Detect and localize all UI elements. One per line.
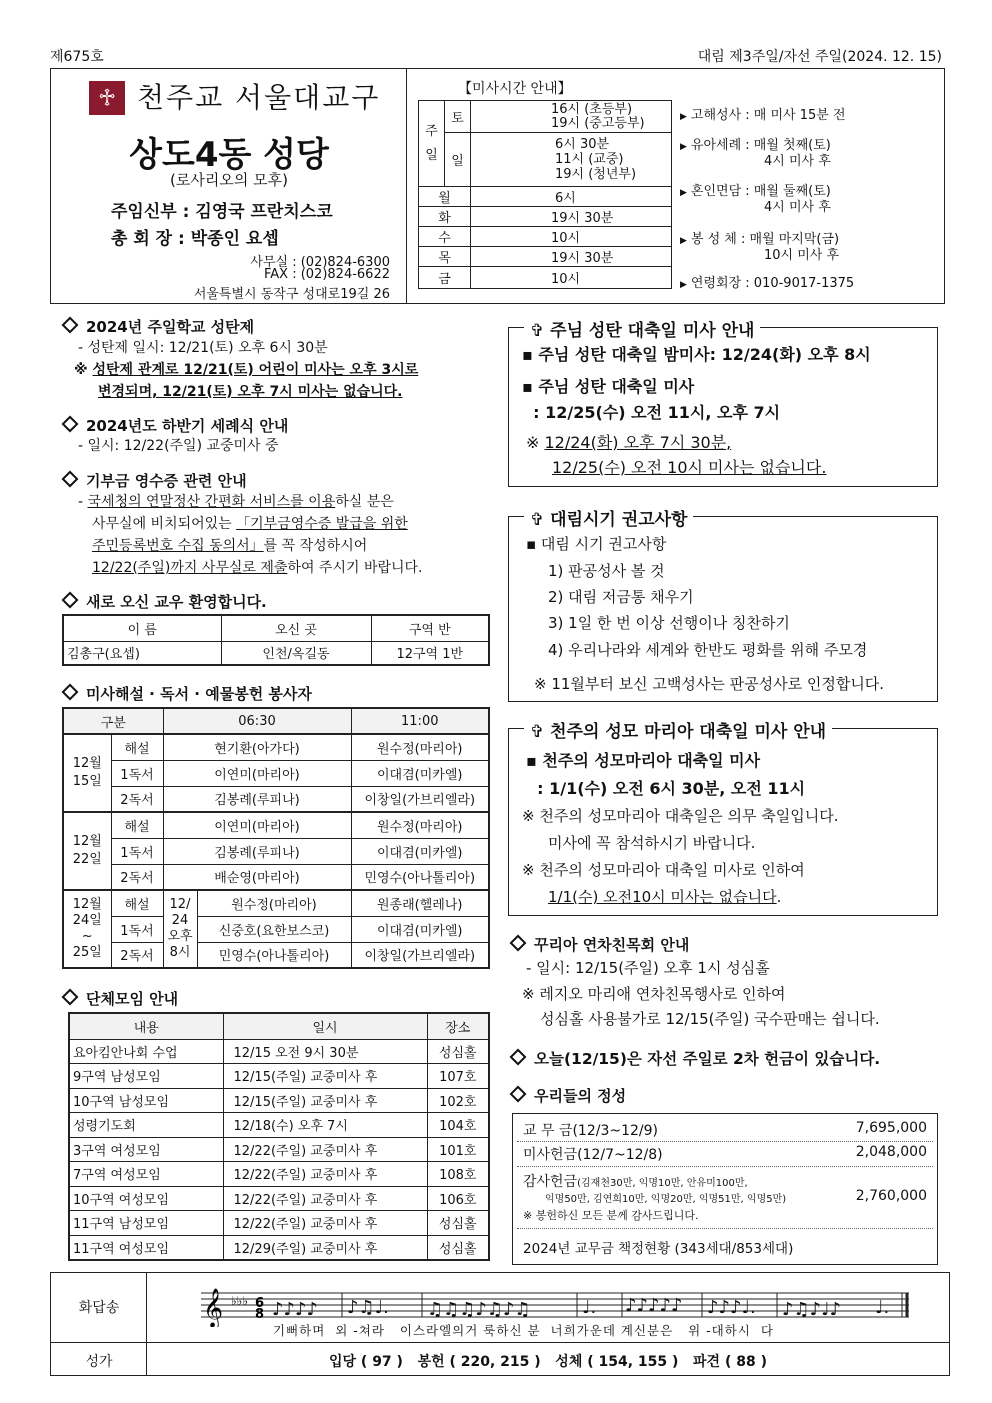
archdiocese-name: 천주교 서울대교구	[137, 81, 381, 114]
table-cell: 3구역 여성모임	[69, 1137, 223, 1162]
table-header: 일시	[223, 1013, 427, 1039]
svg-text:8: 8	[255, 1307, 265, 1322]
time-cell: 6시	[471, 187, 672, 207]
table-cell: 김총구(요셉)	[63, 641, 221, 665]
svg-text:♪♪♪♪♪: ♪♪♪♪♪	[625, 1295, 683, 1316]
pledge-status: 2024년 교무금 책정현황 (343세대/853세대)	[523, 1241, 794, 1257]
table-cell: 인천/옥길동	[221, 641, 371, 665]
info-communion: ▶ 봉 성 체 : 매월 마지막(금)	[680, 232, 840, 247]
table-cell: 이창일(가브리엘라)	[351, 942, 489, 968]
table-header: 구역 반	[371, 615, 489, 641]
text-line: : 1/1(수) 오전 6시 30분, 오전 11시	[526, 779, 806, 798]
date-line: 대림 제3주일/자선 주일(2024. 12. 15)	[697, 49, 942, 65]
section-title: 우리들의 정성	[508, 1085, 626, 1106]
section-title: 새로 오신 교우 환영합니다.	[60, 591, 267, 612]
role-cell: 해설	[111, 812, 163, 838]
svg-text:♪♫♩.: ♪♫♩.	[347, 1297, 389, 1318]
text-line: - 일시: 12/15(주일) 오후 1시 성심홀	[526, 959, 770, 977]
svg-text:♪♫♪♩♪: ♪♫♪♩♪	[782, 1299, 842, 1320]
table-row	[69, 1088, 489, 1113]
text-line: 미사에 꼭 참석하시기 바랍니다.	[548, 834, 756, 852]
table-cell: 12/18(수) 오후 7시	[223, 1113, 427, 1138]
date-cell: 12월 24일 ~ 25일	[63, 890, 111, 968]
table-cell: 민영수(아나톨리아)	[197, 942, 351, 968]
day-cell: 목	[419, 247, 471, 267]
time-cell: 6시 30분 11시 (교중) 19시 (청년부)	[471, 133, 672, 187]
hymn-label: 성가	[85, 1354, 113, 1370]
table-cell: 현기환(아가다)	[163, 734, 351, 760]
table-cell: 원수정(마리아)	[197, 890, 351, 916]
diamond-icon	[62, 684, 79, 701]
svg-text:♪♪♪♪: ♪♪♪♪	[272, 1299, 318, 1320]
diamond-icon	[510, 935, 527, 952]
svg-text:♩.: ♩.	[875, 1297, 890, 1318]
thanks-offering: 감사헌금(김재천30만, 익명10만, 안유미100만,	[523, 1174, 748, 1190]
section-title: 오늘(12/15)은 자선 주일로 2차 헌금이 있습니다.	[508, 1047, 880, 1069]
issue-number: 제675호	[50, 49, 104, 65]
office-phone: 사무실 : (02)824-6300	[250, 255, 390, 270]
text-line: 변경되며, 12/21(토) 오후 7시 미사는 없습니다.	[98, 384, 403, 400]
day-cell: 월	[419, 187, 471, 207]
thanks-detail: 익명50만, 김연희10만, 익명20만, 익명51만, 익명5만)	[545, 1194, 787, 1205]
role-cell: 1독서	[111, 916, 163, 942]
text-line: ※ 11월부터 보신 고백성사는 판공성사로 인정합니다.	[534, 675, 885, 693]
text-line: ※ 성탄제 관계로 12/21(토) 어린이 미사는 오후 3시로	[74, 362, 419, 378]
svg-text:♫♫♫♪♫♪♫: ♫♫♫♪♫♪♫	[427, 1299, 531, 1320]
address: 서울특별시 동작구 성대로19길 26	[193, 287, 390, 302]
hymn-numbers: 입당 ( 97 ) 봉헌 ( 220, 215 ) 성체 ( 154, 155 ) 파견 ( 88 )	[329, 1354, 767, 1370]
table-cell: 12/15(주일) 교중미사 후	[223, 1064, 427, 1089]
table-cell: 이창일(가브리엘라)	[351, 786, 489, 812]
section-title: 꾸리아 연차친목회 안내	[508, 934, 689, 955]
role-cell: 1독서	[111, 838, 163, 864]
role-cell: 2독서	[111, 942, 163, 968]
svg-text:♩.: ♩.	[582, 1297, 597, 1318]
text-line: 성심홀 사용불가로 12/15(주일) 국수판매는 쉽니다.	[540, 1010, 880, 1028]
text-line: ▪ 주님 성탄 대축일 밤미사: 12/24(화) 오후 8시	[522, 345, 871, 364]
diamond-icon	[62, 416, 79, 433]
text-line: ▪ 천주의 성모마리아 대축일 미사	[526, 751, 761, 770]
list-item: 2) 대림 저금통 채우기	[548, 588, 694, 606]
text-line: 1/1(수) 오전10시 미사는 없습니다.	[548, 888, 782, 906]
table-cell: 김봉례(루피나)	[163, 786, 351, 812]
date-cell: 12월 22일	[63, 812, 111, 890]
fax-number: FAX : (02)824-6622	[263, 267, 390, 282]
section-title: 미사해설 · 독서 · 예물봉헌 봉사자	[60, 683, 312, 704]
diamond-icon	[510, 1049, 527, 1066]
text-line: ※ 12/24(화) 오후 7시 30분,	[526, 433, 732, 452]
section-title: 기부금 영수증 관련 안내	[60, 470, 247, 491]
table-cell: 101호	[427, 1137, 489, 1162]
table-cell: 12/22(주일) 교중미사 후	[223, 1211, 427, 1236]
table-cell: 이연미(마리아)	[163, 812, 351, 838]
divider	[517, 1228, 933, 1229]
text-line: ※ 천주의 성모마리아 대축일 미사로 인하여	[522, 861, 805, 879]
table-cell: 12/15(주일) 교중미사 후	[223, 1088, 427, 1113]
diamond-icon	[62, 471, 79, 488]
table-cell: 108호	[427, 1162, 489, 1187]
time-cell: 19시 30분	[471, 247, 672, 267]
table-cell: 원수정(마리아)	[351, 812, 489, 838]
text-line: 사무실에 비치되어있는 「기부금영수증 발급을 위한	[92, 516, 408, 532]
table-cell: 성령기도회	[69, 1113, 223, 1138]
section-title: 2024년 주일학교 성탄제	[60, 316, 254, 337]
table-cell: 12/22(주일) 교중미사 후	[223, 1137, 427, 1162]
text-line: ※ 천주의 성모마리아 대축일은 의무 축일입니다.	[522, 807, 839, 825]
fin-label: 교 무 금(12/3~12/9)	[523, 1123, 659, 1139]
text-line: 12/22(주일)까지 사무실로 제출하여 주시기 바랍니다.	[92, 560, 423, 576]
text-line: ▪ 주님 성탄 대축일 미사	[522, 377, 695, 396]
masthead-left	[51, 69, 407, 303]
diamond-icon	[62, 317, 79, 334]
table-header: 06:30	[163, 708, 351, 734]
servers-table	[62, 707, 490, 969]
section-title: 단체모임 안내	[60, 988, 178, 1009]
time-cell: 10시	[471, 267, 672, 289]
table-cell: 원수정(마리아)	[351, 734, 489, 760]
day-cell: 토	[445, 101, 471, 133]
svg-text:𝄞: 𝄞	[203, 1288, 224, 1327]
table-header: 11:00	[351, 708, 489, 734]
svg-text:6: 6	[255, 1296, 265, 1311]
time-cell: 10시	[471, 227, 672, 247]
table-cell: 성심홀	[427, 1211, 489, 1236]
table-cell: 12/15 오전 9시 30분	[223, 1039, 427, 1064]
advent-advice-title: ✞ 대림시기 권고사항	[524, 505, 693, 530]
day-cell: 화	[419, 207, 471, 227]
section-title: 2024년도 하반기 세례식 안내	[60, 415, 288, 436]
archdiocese-logo-icon: ♱	[89, 81, 125, 115]
role-cell: 2독서	[111, 786, 163, 812]
fin-amount: 7,695,000	[855, 1120, 927, 1136]
day-cell: 수	[419, 227, 471, 247]
newcomers-table	[62, 614, 490, 666]
role-cell: 해설	[111, 734, 163, 760]
day-cell: 일	[445, 133, 471, 187]
thanks-note: ※ 봉헌하신 모든 분께 감사드립니다.	[523, 1209, 699, 1222]
text-line: 주민등록번호 수집 동의서」를 꼭 작성하시어	[92, 538, 368, 554]
table-cell: 11구역 남성모임	[69, 1211, 223, 1236]
divider	[517, 1166, 933, 1167]
table-header: 내용	[69, 1013, 223, 1039]
table-cell: 10구역 여성모임	[69, 1186, 223, 1211]
mary-mass-title: ✞ 천주의 성모 마리아 대축일 미사 안내	[524, 717, 832, 742]
mass-schedule-table	[418, 100, 672, 289]
info-communion-sub: 10시 미사 후	[764, 248, 840, 263]
info-confession: ▶ 고해성사 : 매 미사 15분 전	[680, 108, 846, 123]
table-header: 이 름	[63, 615, 221, 641]
table-row	[69, 1039, 489, 1064]
time-cell: 16시 (초등부) 19시 (중고등부)	[471, 101, 672, 133]
table-cell: 성심홀	[427, 1039, 489, 1064]
list-item: 1) 판공성사 볼 것	[548, 562, 665, 580]
table-row	[69, 1113, 489, 1138]
table-row	[69, 1186, 489, 1211]
info-marriage-sub: 4시 미사 후	[764, 200, 831, 215]
table-cell: 12/22(주일) 교중미사 후	[223, 1162, 427, 1187]
psalm-lyrics: 기뻐하며 외 -쳐라 이스라엘의거 룩하신 분 너희가운데 계신분은 위 -대하시 다	[273, 1323, 774, 1338]
table-cell: 신중호(요한보스코)	[197, 916, 351, 942]
table-cell: 7구역 여성모임	[69, 1162, 223, 1187]
table-cell: 요아킴안나회 수업	[69, 1039, 223, 1064]
table-row	[69, 1211, 489, 1236]
role-cell: 1독서	[111, 760, 163, 786]
table-cell: 107호	[427, 1064, 489, 1089]
table-cell: 104호	[427, 1113, 489, 1138]
groups-table	[68, 1012, 490, 1261]
christmas-mass-title: ✞ 주님 성탄 대축일 미사 안내	[524, 316, 760, 341]
svg-text:♭♭♭: ♭♭♭	[231, 1294, 248, 1308]
role-cell: 해설	[111, 890, 163, 916]
info-infant-baptism-sub: 4시 미사 후	[764, 154, 831, 169]
text-line: ※ 레지오 마리애 연차친목행사로 인하여	[522, 985, 786, 1003]
table-cell: 민영수(아나톨리아)	[351, 864, 489, 890]
text-line: - 국세청의 연말정산 간편화 서비스를 이용하실 분은	[78, 494, 394, 510]
table-header: 오신 곳	[221, 615, 371, 641]
bottom-box	[50, 1272, 950, 1376]
psalm-label: 화답송	[78, 1300, 120, 1316]
diamond-icon	[62, 592, 79, 609]
table-row	[69, 1235, 489, 1260]
text-line: ▪ 대림 시기 권고사항	[526, 535, 667, 553]
svg-text:♪♪♪♩.: ♪♪♪♩.	[707, 1297, 756, 1318]
date-cell: 12월 15일	[63, 734, 111, 812]
mass-schedule-title: 【미사시간 안내】	[458, 81, 572, 97]
table-cell: 이대겸(미카엘)	[351, 916, 489, 942]
president-name: 총 회 장 : 박종인 요셉	[111, 229, 279, 249]
table-cell: 배순영(마리아)	[163, 864, 351, 890]
text-line: 12/25(수) 오전 10시 미사는 없습니다.	[552, 458, 827, 477]
table-cell: 11구역 여성모임	[69, 1235, 223, 1260]
diamond-icon	[62, 989, 79, 1006]
text-line: - 일시: 12/22(주일) 교중미사 중	[78, 438, 279, 454]
info-infant-baptism: ▶ 유아세례 : 매월 첫째(토)	[680, 138, 831, 153]
table-row	[69, 1137, 489, 1162]
day-cell: 금	[419, 267, 471, 289]
table-row	[69, 1064, 489, 1089]
table-header: 장소	[427, 1013, 489, 1039]
table-row	[69, 1162, 489, 1187]
list-item: 4) 우리나라와 세계와 한반도 평화를 위해 주모경	[548, 641, 868, 659]
list-item: 3) 1일 한 번 이상 선행이나 칭찬하기	[548, 614, 790, 632]
text-line: - 성탄제 일시: 12/21(토) 오후 6시 30분	[78, 340, 328, 356]
diamond-icon	[510, 1086, 527, 1103]
fin-amount: 2,048,000	[855, 1144, 927, 1160]
table-cell: 9구역 남성모임	[69, 1064, 223, 1089]
table-cell: 이대겸(미카엘)	[351, 838, 489, 864]
info-funeral-head: ▶ 연령회장 : 010-9017-1375	[680, 276, 855, 291]
table-cell: 12/22(주일) 교중미사 후	[223, 1186, 427, 1211]
table-header: 구분	[63, 708, 163, 734]
table-cell: 10구역 남성모임	[69, 1088, 223, 1113]
divider	[517, 1141, 933, 1142]
time-cell: 12/ 24 오후 8시	[163, 890, 197, 968]
psalm-staff	[147, 1273, 949, 1343]
patron-name: (로사리오의 모후)	[170, 171, 288, 189]
table-cell: 이연미(마리아)	[163, 760, 351, 786]
info-marriage: ▶ 혼인면담 : 매월 둘째(토)	[680, 184, 831, 199]
table-cell: 102호	[427, 1088, 489, 1113]
table-cell: 성심홀	[427, 1235, 489, 1260]
parish-name: 상도4동 성당	[129, 135, 329, 175]
role-cell: 2독서	[111, 864, 163, 890]
time-cell: 19시 30분	[471, 207, 672, 227]
fin-amount: 2,760,000	[855, 1188, 927, 1204]
offerings-box	[512, 1113, 938, 1265]
fin-label: 미사헌금(12/7~12/8)	[523, 1147, 663, 1163]
text-line: : 12/25(수) 오전 11시, 오후 7시	[522, 403, 781, 422]
table-cell: 106호	[427, 1186, 489, 1211]
sunday-label: 주일	[419, 101, 445, 187]
table-cell: 이대겸(미카엘)	[351, 760, 489, 786]
music-staff-icon	[147, 1275, 949, 1327]
table-cell: 12/29(주일) 교중미사 후	[223, 1235, 427, 1260]
table-cell: 원종래(헬레나)	[351, 890, 489, 916]
table-cell: 12구역 1반	[371, 641, 489, 665]
table-cell: 김봉례(루피나)	[163, 838, 351, 864]
pastor-name: 주임신부 : 김영국 프란치스코	[111, 202, 333, 222]
